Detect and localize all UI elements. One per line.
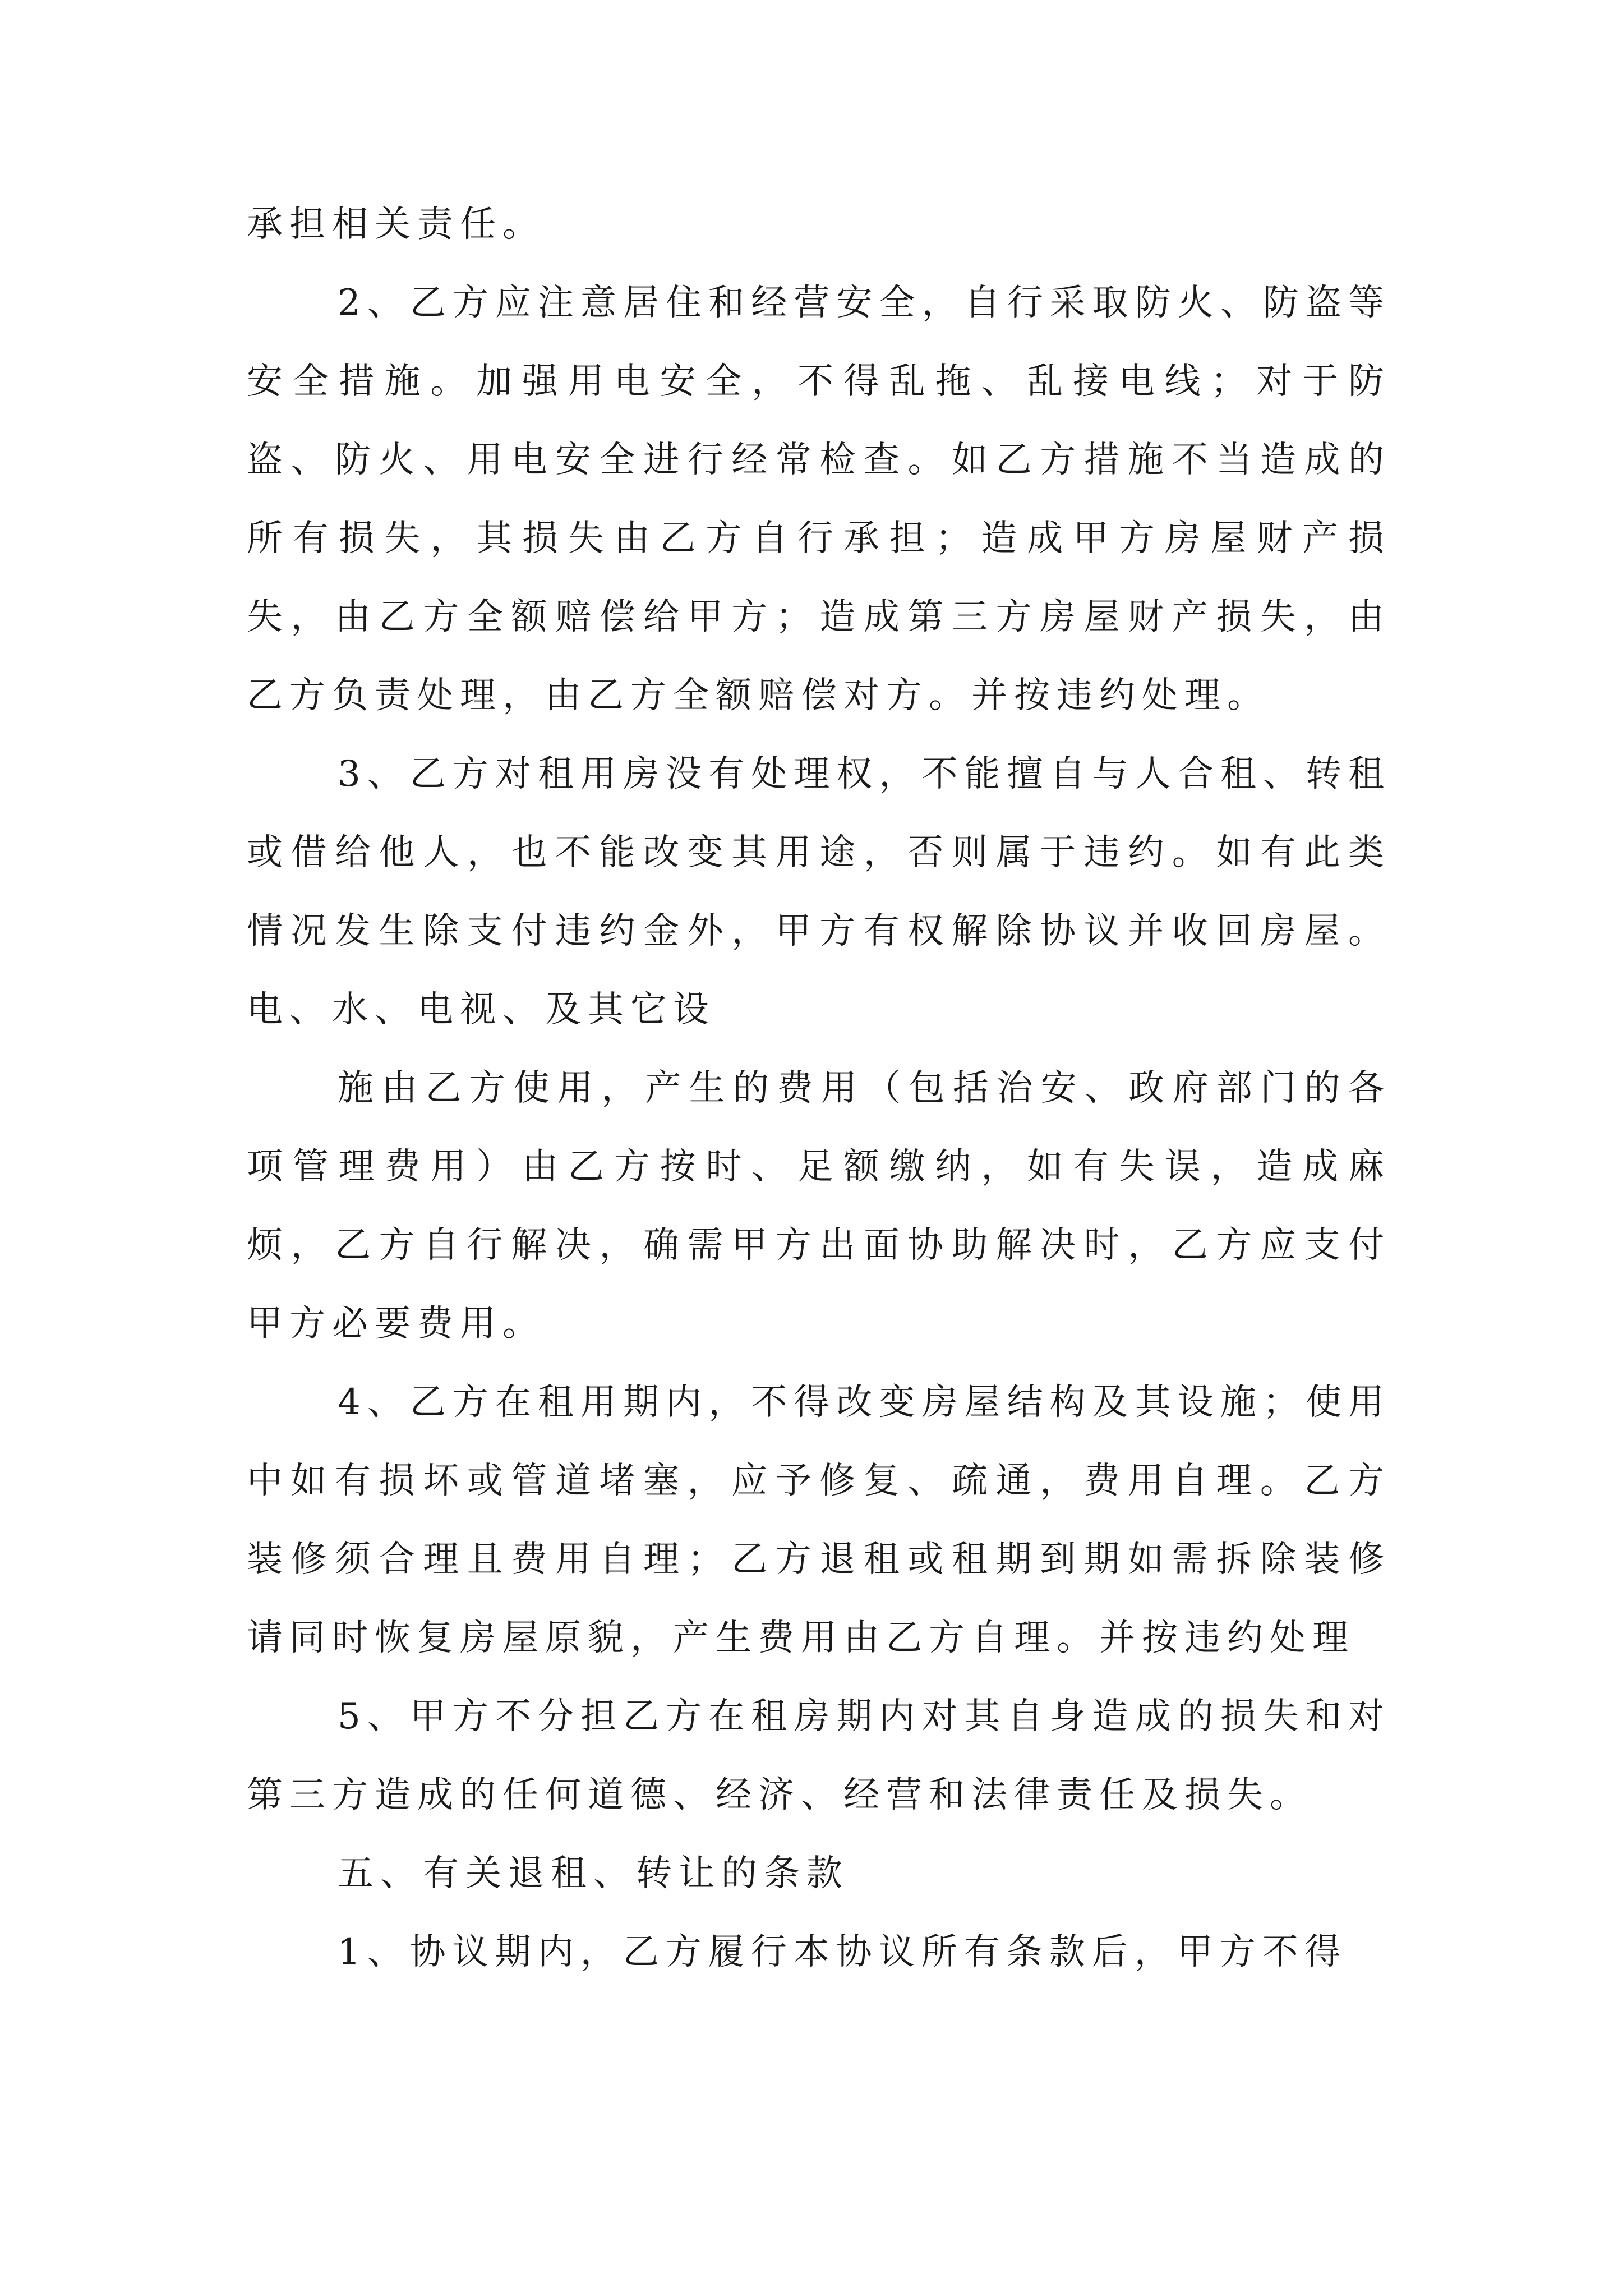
document-page	[247, 185, 1391, 1991]
clause-3-fees: 施由乙方使用，产生的费用（包括治安、政府部门的各项管理费用）由乙方按时、足额缴纳，如有失误，造成麻烦，乙方自行解决，确需甲方出面协助解决时，乙方应支付甲方必要费用。	[247, 1068, 1391, 1345]
clause-3-disposal-rights: 3、乙方对租用房没有处理权，不能擅自与人合租、转租或借给他人，也不能改变其用途，否则属于违约。如有此类情况发生除支付违约金外，甲方有权解除协议并收回房屋。电、水、电视、及其它设	[247, 753, 1391, 1030]
paragraph-continuation: 承担相关责任。	[247, 204, 545, 245]
clause-2-safety: 2、乙方应注意居住和经营安全，自行采取防火、防盗等安全措施。加强用电安全，不得乱拖、乱接电线；对于防盗、防火、用电安全进行经常检查。如乙方措施不当造成的所有损失，其损失由乙方自行承担；造成甲方房屋财产损失，由乙方全额赔偿给甲方；造成第三方房屋财产损失，由乙方负责处理，由乙方全额赔偿对方。并按违约处理。	[247, 282, 1391, 716]
clause-5-liability: 5、甲方不分担乙方在租房期内对其自身造成的损失和对第三方造成的任何道德、经济、经营和法律责任及损失。	[247, 1696, 1391, 1816]
section-5-clause-1: 1、协议期内，乙方履行本协议所有条款后，甲方不得	[338, 1931, 1348, 1973]
section-5-heading: 五、有关退租、转让的条款	[338, 1853, 849, 1894]
clause-4-structure: 4、乙方在租用期内，不得改变房屋结构及其设施；使用中如有损坏或管道堵塞，应予修复、疏通，费用自理。乙方装修须合理且费用自理；乙方退租或租期到期如需拆除装修请同时恢复房屋原貌，产生费用由乙方自理。并按违约处理	[247, 1382, 1391, 1659]
